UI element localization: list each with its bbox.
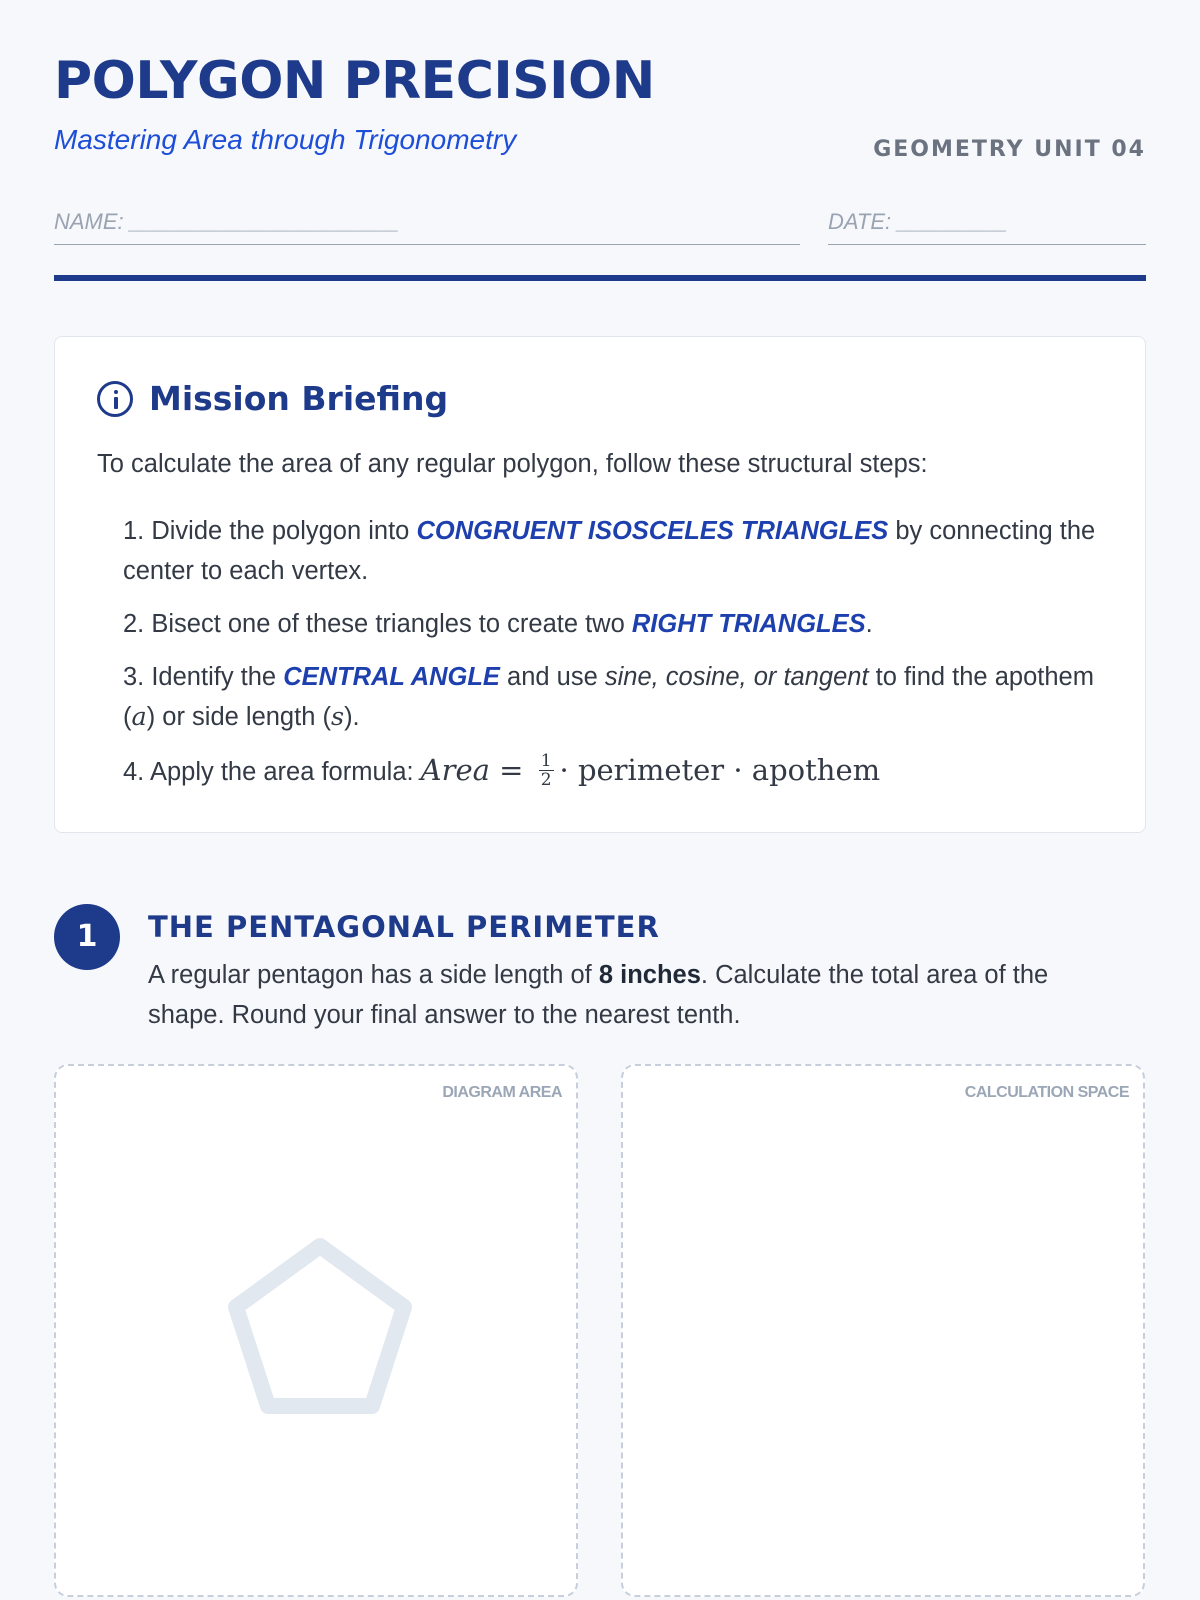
step-3-highlight: CENTRAL ANGLE bbox=[283, 663, 500, 691]
step-4 bbox=[123, 750, 1103, 792]
area-formula-rhs: · perimeter · apothem bbox=[559, 753, 881, 787]
step-2-text: 2. Bisect one of these triangles to create two bbox=[123, 610, 632, 638]
mission-briefing-card bbox=[54, 336, 1146, 833]
briefing-title: Mission Briefing bbox=[149, 379, 449, 418]
diagram-area[interactable] bbox=[54, 1064, 578, 1597]
step-3-text-end: to find the apothem ( bbox=[123, 663, 1094, 731]
unit-label: GEOMETRY UNIT 04 bbox=[873, 137, 1146, 162]
problem-statement bbox=[148, 955, 1128, 1035]
date-field[interactable]: DATE: _________ bbox=[828, 204, 1146, 245]
problem-statement-start: A regular pentagon has a side length of bbox=[148, 961, 599, 989]
diagram-area-label: DIAGRAM AREA bbox=[442, 1084, 562, 1101]
step-2-highlight: RIGHT TRIANGLES bbox=[631, 610, 866, 638]
step-3-text: 3. Identify the bbox=[123, 663, 284, 691]
header-divider bbox=[54, 275, 1146, 281]
step-4-text: 4. Apply the area formula: bbox=[123, 758, 421, 786]
step-2 bbox=[123, 604, 1103, 644]
step-3-trig-functions: sine, cosine, or tangent bbox=[604, 663, 869, 691]
calculation-space-label: CALCULATION SPACE bbox=[964, 1084, 1129, 1101]
calculation-space[interactable] bbox=[621, 1064, 1145, 1597]
area-formula-fraction bbox=[539, 752, 554, 789]
student-info-row bbox=[54, 204, 1146, 248]
side-length-value: 8 inches bbox=[598, 961, 701, 989]
fraction-numerator: 1 bbox=[540, 750, 552, 771]
briefing-header bbox=[97, 379, 1103, 418]
page-title: POLYGON PRECISION bbox=[54, 51, 655, 111]
problem-number-badge: 1 bbox=[54, 904, 120, 970]
step-1-text: 1. Divide the polygon into bbox=[123, 517, 417, 545]
worksheet-header bbox=[54, 51, 1146, 162]
info-circle-icon bbox=[97, 381, 133, 417]
step-1 bbox=[123, 511, 1103, 591]
side-length-variable: s bbox=[330, 702, 345, 732]
area-formula-lhs: Area bbox=[420, 753, 490, 787]
step-3 bbox=[123, 657, 1103, 737]
briefing-steps bbox=[97, 511, 1103, 792]
fraction-denominator: 2 bbox=[540, 769, 552, 790]
page-subtitle: Mastering Area through Trigonometry bbox=[54, 124, 517, 155]
step-1-text-end: by connecting the center to each vertex. bbox=[123, 517, 1096, 585]
apothem-variable: a bbox=[131, 702, 147, 732]
step-3-text-end-3: ). bbox=[344, 703, 360, 731]
area-formula-equals: = bbox=[489, 753, 533, 787]
problem-statement-end: . Calculate the total area of the shape. Round your final answer to the nearest tenth. bbox=[148, 961, 1049, 1029]
step-2-text-end: . bbox=[865, 610, 873, 638]
step-3-text-end-2: ) or side length ( bbox=[146, 703, 331, 731]
step-1-highlight: CONGRUENT ISOSCELES TRIANGLES bbox=[416, 517, 889, 545]
pentagon-icon bbox=[214, 1230, 426, 1442]
problem-title: THE PENTAGONAL PERIMETER bbox=[148, 910, 660, 944]
name-field[interactable]: NAME: ______________________ bbox=[54, 204, 800, 245]
briefing-intro: To calculate the area of any regular polygon, follow these structural steps: bbox=[97, 450, 928, 478]
step-3-text-mid: and use bbox=[499, 663, 605, 691]
